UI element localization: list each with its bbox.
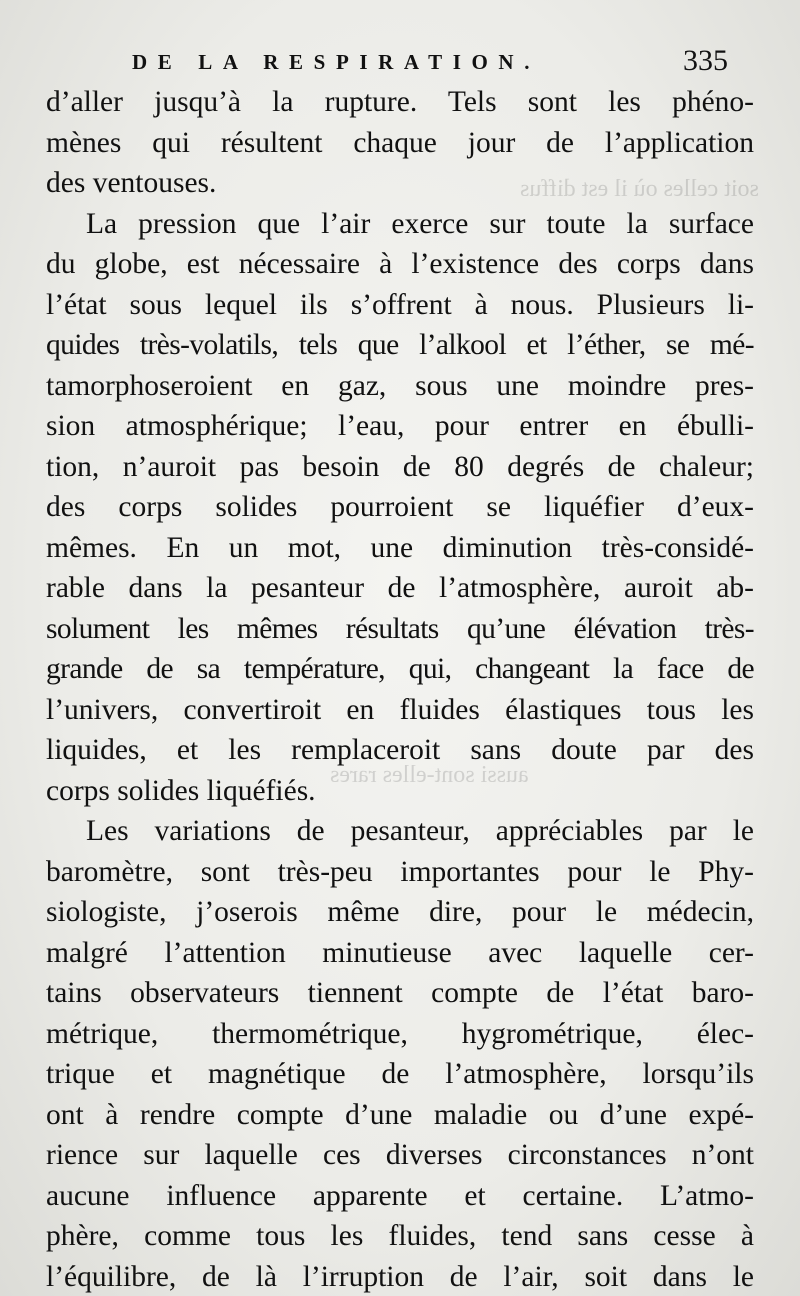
text-line: baromètre, sont très-peu importantes pour le Phy- — [46, 855, 754, 888]
text-line: l’univers, convertiroit en fluides élastiques tous les — [46, 693, 754, 726]
text-line: solument les mêmes résultats qu’une élévation très- — [46, 612, 754, 645]
paragraph-first-line: Les variations de pesanteur, appréciables par le — [86, 815, 754, 847]
page-number: 335 — [683, 44, 728, 77]
text-line: tains observateurs tiennent compte de l’état baro- — [46, 977, 754, 1009]
paragraph-first-line: La pression que l’air exerce sur toute la surface — [86, 207, 754, 240]
text-line: mènes qui résultent chaque jour de l’application — [46, 126, 754, 159]
text-line: d’aller jusqu’à la rupture. Tels sont les phéno- — [46, 86, 754, 118]
text-line: aucune influence apparente et certaine. L’atmo- — [46, 1179, 754, 1212]
running-header — [0, 44, 800, 80]
text-line: du globe, est nécessaire à l’existence des corps dans — [46, 248, 754, 280]
text-line: mêmes. En un mot, une diminution très-considé- — [46, 531, 754, 564]
text-line: métrique, thermométrique, hygrométrique, élec- — [46, 1017, 754, 1050]
show-through-text: aussi sont-elles rares — [330, 762, 529, 788]
text-line: corps solides liquéfiés. — [46, 774, 316, 807]
text-line: trique et magnétique de l’atmosphère, lorsqu’ils — [46, 1058, 754, 1090]
text-line: tion, n’auroit pas besoin de 80 degrés de chaleur; — [46, 450, 754, 483]
text-line: malgré l’attention minutieuse avec laquelle cer- — [46, 936, 754, 969]
show-through-text: soit celles où il est diffus — [520, 176, 759, 202]
text-line: quides très-volatils, tels que l’alkool et l’éther, se mé- — [46, 329, 754, 361]
text-line: ont à rendre compte d’une maladie ou d’une expé- — [46, 1098, 754, 1131]
text-line: tamorphoseroient en gaz, sous une moindre pres- — [46, 369, 754, 402]
text-line: siologiste, j’oserois même dire, pour le médecin, — [46, 896, 754, 928]
text-line: des ventouses. — [46, 167, 217, 199]
text-line: l’équilibre, de là l’irruption de l’air, soit dans le — [46, 1260, 754, 1293]
text-line: des corps solides pourroient se liquéfier d’eux- — [46, 491, 754, 523]
text-line: liquides, et les remplaceroit sans doute par des — [46, 734, 754, 766]
text-line: l’état sous lequel ils s’offrent à nous. Plusieurs li- — [46, 288, 754, 321]
text-line: rience sur laquelle ces diverses circonstances n’ont — [46, 1139, 754, 1171]
text-line: sion atmosphérique; l’eau, pour entrer en ébulli- — [46, 410, 754, 442]
text-line: phère, comme tous les fluides, tend sans cesse à — [46, 1220, 754, 1252]
text-line: grande de sa température, qui, changeant la face de — [46, 653, 754, 685]
text-line: rable dans la pesanteur de l’atmosphère, auroit ab- — [46, 572, 754, 604]
page-body — [46, 82, 754, 1296]
running-title: DE LA RESPIRATION. — [132, 50, 541, 74]
